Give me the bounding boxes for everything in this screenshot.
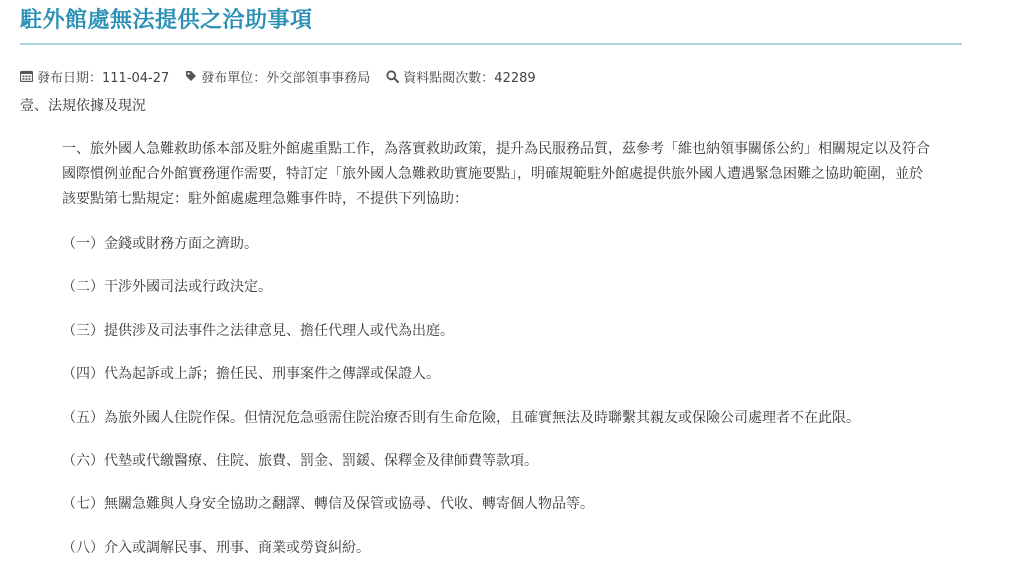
list-item: （四）代為起訴或上訴；擔任民、刑事案件之傳譯或保證人。 [62, 366, 440, 383]
publish-date-text: 發布日期：111-04-27 [37, 70, 170, 86]
title-divider [20, 43, 962, 45]
intro-line: 國際慣例並配合外館實務運作需要，特訂定「旅外國人急難救助實施要點」，明確規範駐外館處提供旅外國人遭遇緊急困難之協助範圍，並於 [62, 166, 923, 182]
list-item: （一）金錢或財務方面之濟助。 [62, 236, 258, 252]
list-item: （八）介入或調解民事、刑事、商業或勞資糾紛。 [62, 539, 370, 556]
view-count [386, 67, 535, 86]
list-item: （二）干涉外國司法或行政決定。 [62, 279, 272, 296]
list-item: （七）無關急難與人身安全協助之翻譯、轉信及保管或協尋、代收、轉寄個人物品等。 [62, 496, 594, 513]
article [20, 0, 962, 570]
publisher [185, 67, 370, 86]
list-item: （三）提供涉及司法事件之法律意見、擔任代理人或代為出庭。 [62, 322, 454, 339]
list-item: （五）為旅外國人住院作保。但情況危急亟需住院治療否則有生命危險，且確實無法及時聯繫其親友或保險公司處理者不在此限。 [62, 409, 860, 426]
section-heading: 壹、法規依據及現況 [20, 98, 146, 114]
intro-line: 該要點第七點規定：駐外館處處理急難事件時，不提供下列協助： [62, 191, 468, 207]
article-meta [20, 66, 962, 86]
page-title: 駐外館處無法提供之洽助事項 [20, 8, 313, 33]
list-item: （六）代墊或代繳醫療、住院、旅費、罰金、罰鍰、保釋金及律師費等款項。 [62, 452, 538, 469]
search-icon [386, 70, 399, 83]
intro-paragraph [62, 137, 962, 212]
view-count-text: 資料點閱次數：42289 [403, 70, 536, 86]
tag-icon [185, 70, 197, 82]
publish-date [20, 67, 169, 86]
calendar-icon [20, 70, 33, 82]
intro-line: 一、旅外國人急難救助係本部及駐外館處重點工作，為落實救助政策，提升為民服務品質，茲參考「維也納領事關係公約」相關規定以及符合 [62, 141, 930, 157]
publisher-text: 發布單位：外交部領事事務局 [201, 70, 371, 86]
excluded-assistance-list [62, 223, 962, 570]
